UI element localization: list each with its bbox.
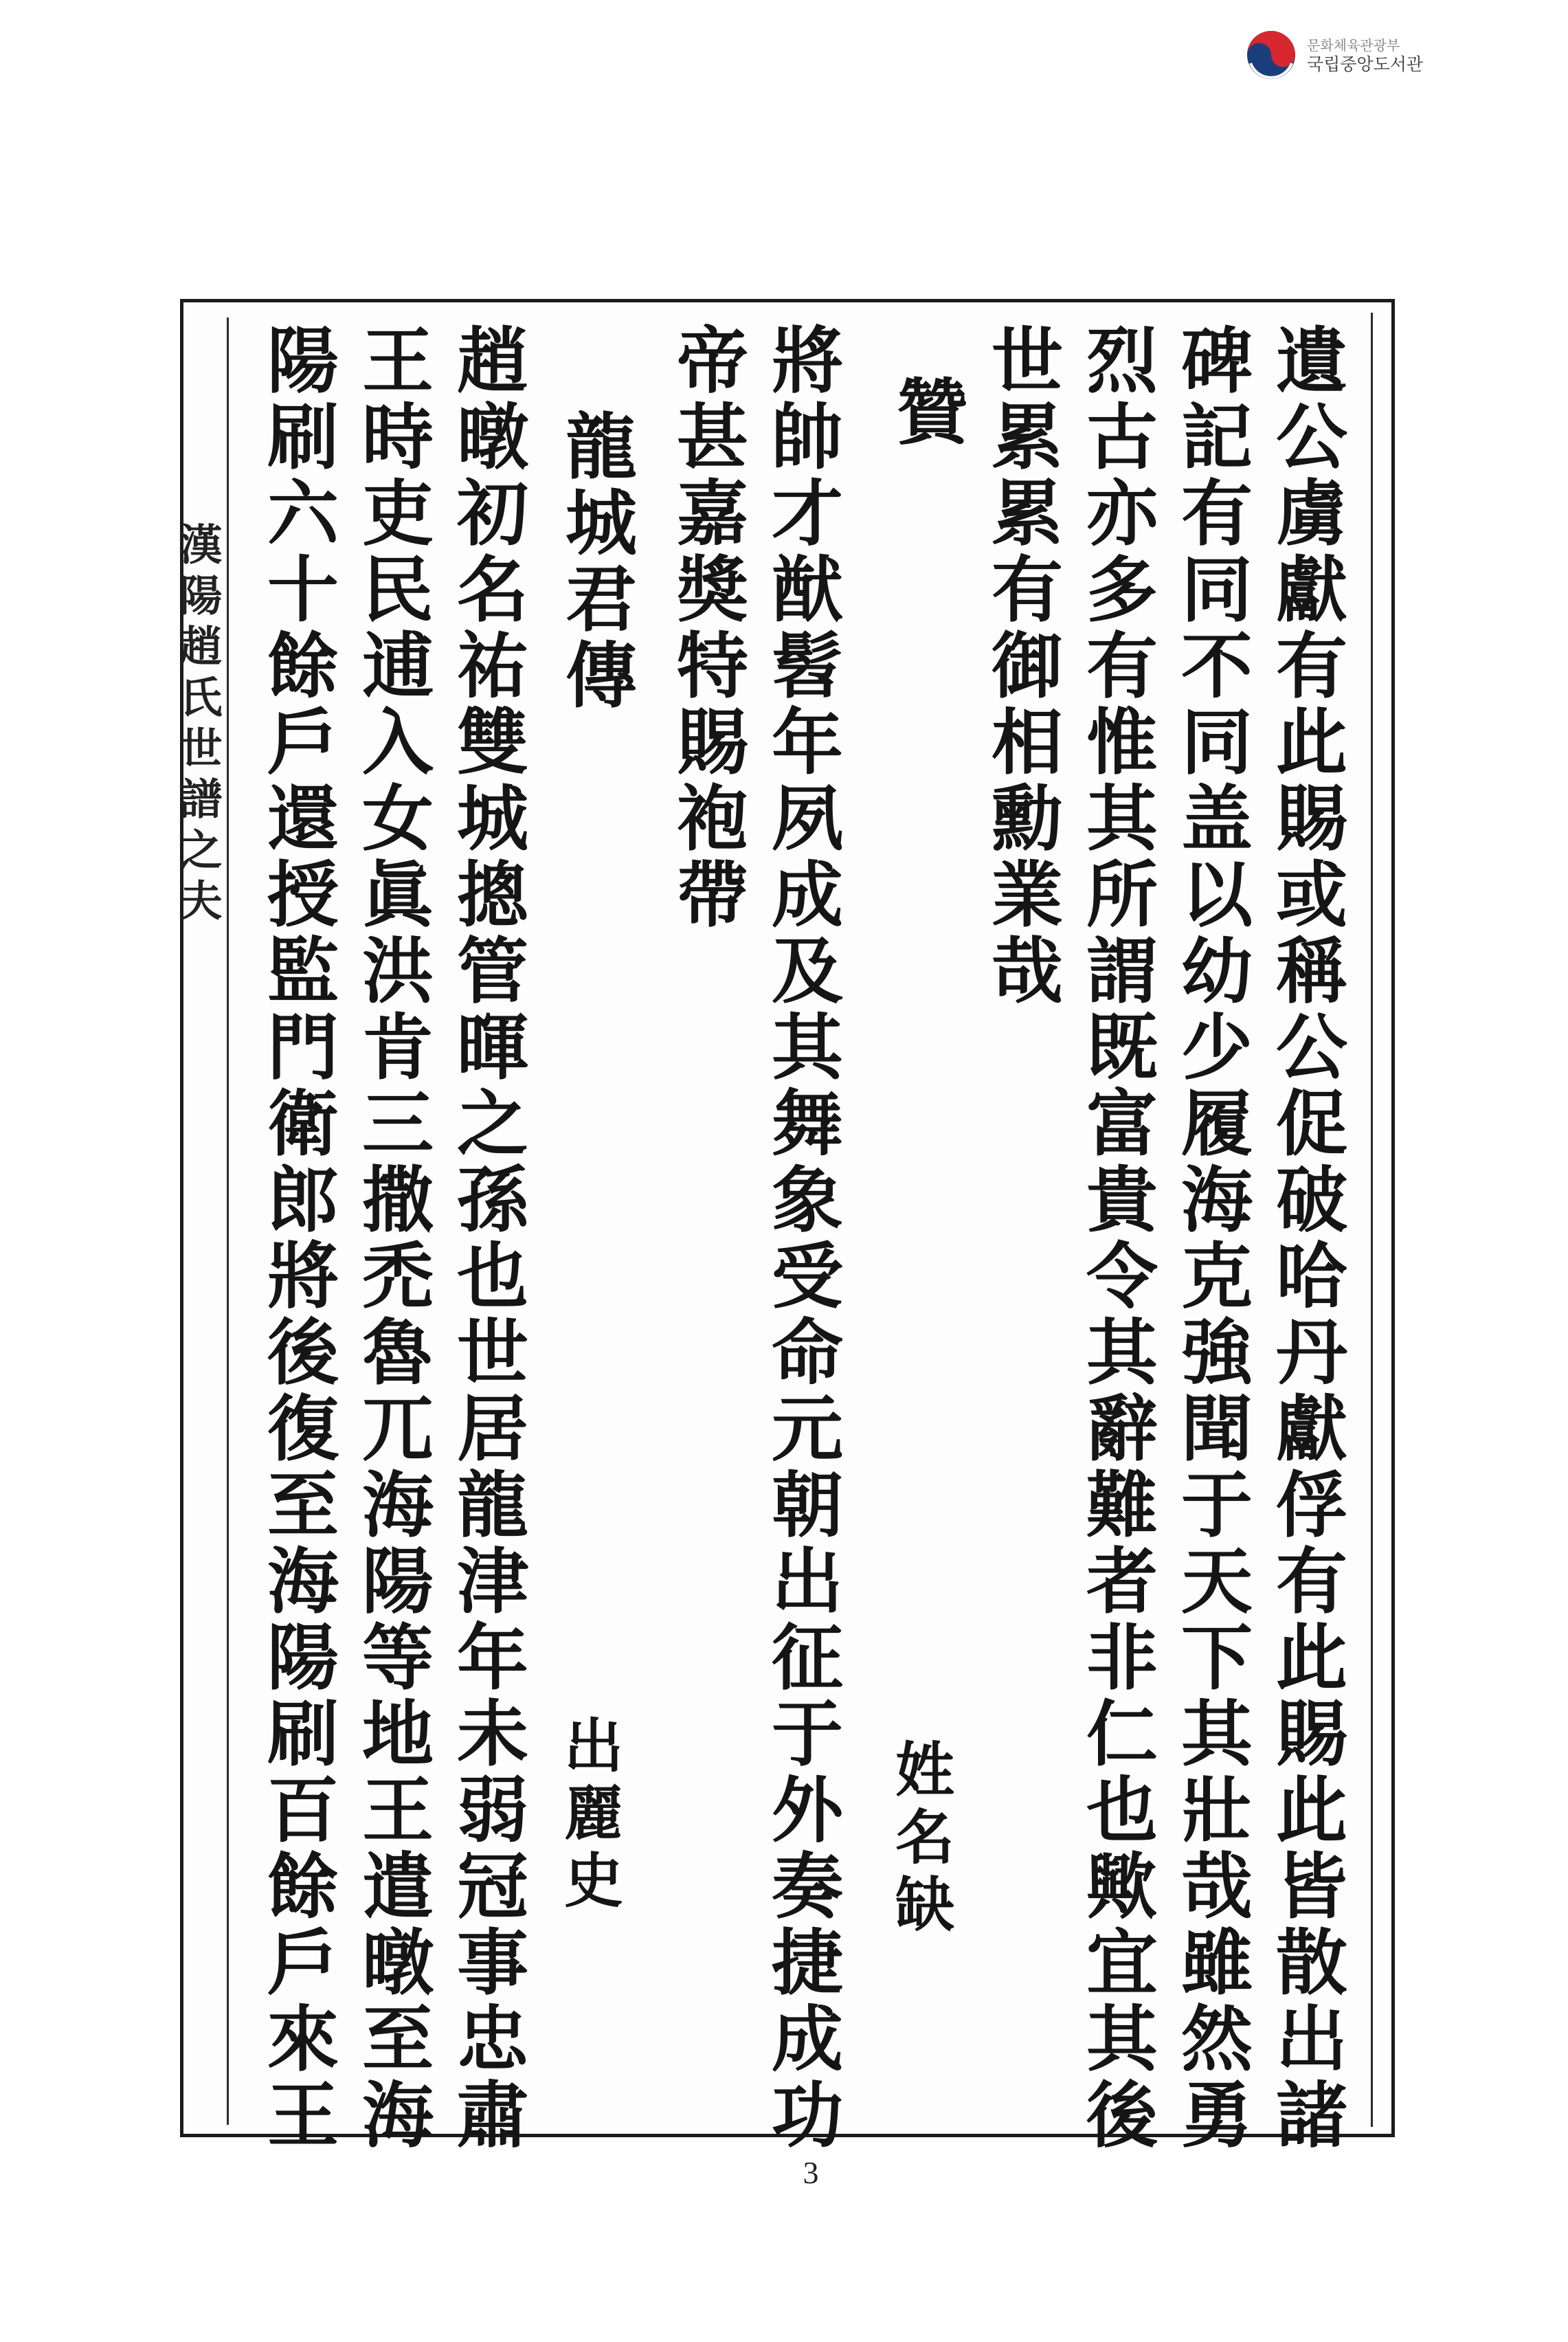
page-number: 3 <box>803 2155 819 2190</box>
text-column-1: 遺公虜獻有此賜或稱公促破哈丹獻俘有此賜此皆散出諸 <box>1264 323 1348 2154</box>
text-column-4: 世累累有御相勳業哉 <box>979 323 1064 1010</box>
ministry-name: 문화체육관광부 <box>1307 37 1400 54</box>
taegeuk-logo-icon <box>1245 29 1297 81</box>
library-name: 국립중앙도서관 <box>1307 54 1424 74</box>
heading-yongseong-biography: 龍城君傳 <box>553 409 638 714</box>
heading-zan: 贊 <box>884 375 969 451</box>
text-column-12: 陽刷六十餘戶還授監門衛郎將後復至海陽刷百餘戶來王 <box>255 323 339 2154</box>
right-inner-rule <box>1371 313 1373 2127</box>
note-source: 出麗史 <box>554 1715 623 1917</box>
text-column-6: 將帥才猷髫年夙成及其舞象受命元朝出征于外奏捷成功 <box>759 323 844 2154</box>
text-column-2: 碑記有同不同盖以幼少履海克強聞于天下其壯哉雖然勇 <box>1169 323 1253 2154</box>
margin-title: 漢陽趙氏世譜之夫 <box>172 522 223 929</box>
note-name-missing: 姓名缺 <box>885 1739 954 1941</box>
text-column-10: 趙暾初名祐雙城摠管暉之孫也世居龍津年未弱冠事忠肅 <box>445 323 529 2154</box>
text-column-11: 王時吏民逋入女眞洪肯三撒禿魯兀海陽等地王遣暾至海 <box>350 323 434 2154</box>
library-logo <box>1245 29 1472 84</box>
text-column-7: 帝甚嘉獎特賜袍帶 <box>664 323 749 933</box>
text-column-3: 烈古亦多有惟其所謂既富貴令其辭難者非仁也歟宜其後 <box>1074 323 1158 2154</box>
